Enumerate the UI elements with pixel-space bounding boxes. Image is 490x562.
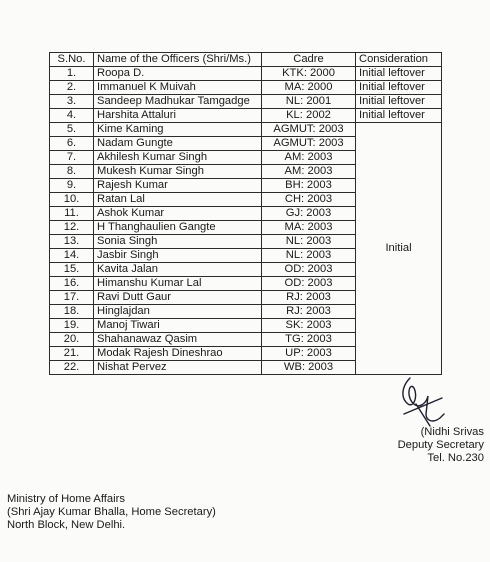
cell-sno: 8. [50, 165, 94, 179]
cell-cadre: NL: 2003 [262, 235, 356, 249]
cell-consideration-merged: Initial [356, 123, 442, 375]
cell-consideration: Initial leftover [356, 67, 442, 81]
cell-cadre: NL: 2003 [262, 249, 356, 263]
cell-consideration: Initial leftover [356, 81, 442, 95]
cell-name: Ravi Dutt Gaur [94, 291, 262, 305]
cell-cadre: AM: 2003 [262, 151, 356, 165]
table-row [50, 123, 442, 137]
signatory-phone: Tel. No.230 [427, 452, 484, 464]
cell-cadre: OD: 2003 [262, 277, 356, 291]
cell-name: Nishat Pervez [94, 361, 262, 375]
address-block [7, 493, 216, 532]
cell-name: Immanuel K Muivah [94, 81, 262, 95]
cell-sno: 22. [50, 361, 94, 375]
cell-name: Modak Rajesh Dineshrao [94, 347, 262, 361]
cell-consideration: Initial leftover [356, 95, 442, 109]
cell-sno: 21. [50, 347, 94, 361]
cell-cadre: SK: 2003 [262, 319, 356, 333]
cell-sno: 2. [50, 81, 94, 95]
cell-cadre: OD: 2003 [262, 263, 356, 277]
cell-cadre: GJ: 2003 [262, 207, 356, 221]
cell-sno: 15. [50, 263, 94, 277]
cell-consideration: Initial leftover [356, 109, 442, 123]
signature-mark [396, 374, 446, 432]
officers-table [49, 52, 442, 375]
cell-cadre: TG: 2003 [262, 333, 356, 347]
cell-name: Ratan Lal [94, 193, 262, 207]
cell-sno: 5. [50, 123, 94, 137]
cell-cadre: RJ: 2003 [262, 291, 356, 305]
cell-name: Ashok Kumar [94, 207, 262, 221]
signatory-name: (Nidhi Srivas [420, 426, 484, 438]
cell-sno: 1. [50, 67, 94, 81]
table-row [50, 67, 442, 81]
cell-name: Manoj Tiwari [94, 319, 262, 333]
cell-cadre: RJ: 2003 [262, 305, 356, 319]
cell-name: Kavita Jalan [94, 263, 262, 277]
address-line-3: North Block, New Delhi. [7, 519, 126, 531]
address-line-2: (Shri Ajay Kumar Bhalla, Home Secretary) [7, 506, 216, 518]
cell-name: H Thanghaulien Gangte [94, 221, 262, 235]
table-body [50, 67, 442, 375]
cell-sno: 18. [50, 305, 94, 319]
cell-name: Hinglajdan [94, 305, 262, 319]
cell-name: Roopa D. [94, 67, 262, 81]
header-consideration: Consideration [356, 53, 442, 67]
cell-sno: 14. [50, 249, 94, 263]
cell-cadre: KTK: 2000 [262, 67, 356, 81]
cell-cadre: WB: 2003 [262, 361, 356, 375]
cell-name: Sandeep Madhukar Tamgadge [94, 95, 262, 109]
header-cadre: Cadre [262, 53, 356, 67]
cell-name: Himanshu Kumar Lal [94, 277, 262, 291]
cell-name: Shahanawaz Qasim [94, 333, 262, 347]
cell-sno: 20. [50, 333, 94, 347]
cell-cadre: AGMUT: 2003 [262, 123, 356, 137]
cell-cadre: MA: 2003 [262, 221, 356, 235]
cell-sno: 3. [50, 95, 94, 109]
header-sno: S.No. [50, 53, 94, 67]
cell-sno: 7. [50, 151, 94, 165]
cell-cadre: NL: 2001 [262, 95, 356, 109]
table-header-row [50, 53, 442, 67]
cell-sno: 13. [50, 235, 94, 249]
cell-cadre: KL: 2002 [262, 109, 356, 123]
cell-sno: 11. [50, 207, 94, 221]
signatory-designation: Deputy Secretary [397, 439, 484, 451]
address-line-1: Ministry of Home Affairs [7, 493, 125, 505]
cell-name: Harshita Attaluri [94, 109, 262, 123]
header-name: Name of the Officers (Shri/Ms.) [94, 53, 262, 67]
cell-cadre: BH: 2003 [262, 179, 356, 193]
cell-name: Sonia Singh [94, 235, 262, 249]
cell-sno: 19. [50, 319, 94, 333]
cell-sno: 17. [50, 291, 94, 305]
cell-sno: 16. [50, 277, 94, 291]
table-row [50, 81, 442, 95]
cell-name: Mukesh Kumar Singh [94, 165, 262, 179]
cell-cadre: AGMUT: 2003 [262, 137, 356, 151]
cell-sno: 4. [50, 109, 94, 123]
signatory-block [374, 426, 484, 465]
table-row [50, 109, 442, 123]
cell-cadre: CH: 2003 [262, 193, 356, 207]
cell-cadre: UP: 2003 [262, 347, 356, 361]
cell-sno: 10. [50, 193, 94, 207]
cell-name: Kime Kaming [94, 123, 262, 137]
cell-sno: 9. [50, 179, 94, 193]
cell-cadre: MA: 2000 [262, 81, 356, 95]
cell-sno: 12. [50, 221, 94, 235]
cell-name: Jasbir Singh [94, 249, 262, 263]
table-row [50, 95, 442, 109]
cell-cadre: AM: 2003 [262, 165, 356, 179]
cell-name: Nadam Gungte [94, 137, 262, 151]
cell-sno: 6. [50, 137, 94, 151]
cell-name: Rajesh Kumar [94, 179, 262, 193]
cell-name: Akhilesh Kumar Singh [94, 151, 262, 165]
